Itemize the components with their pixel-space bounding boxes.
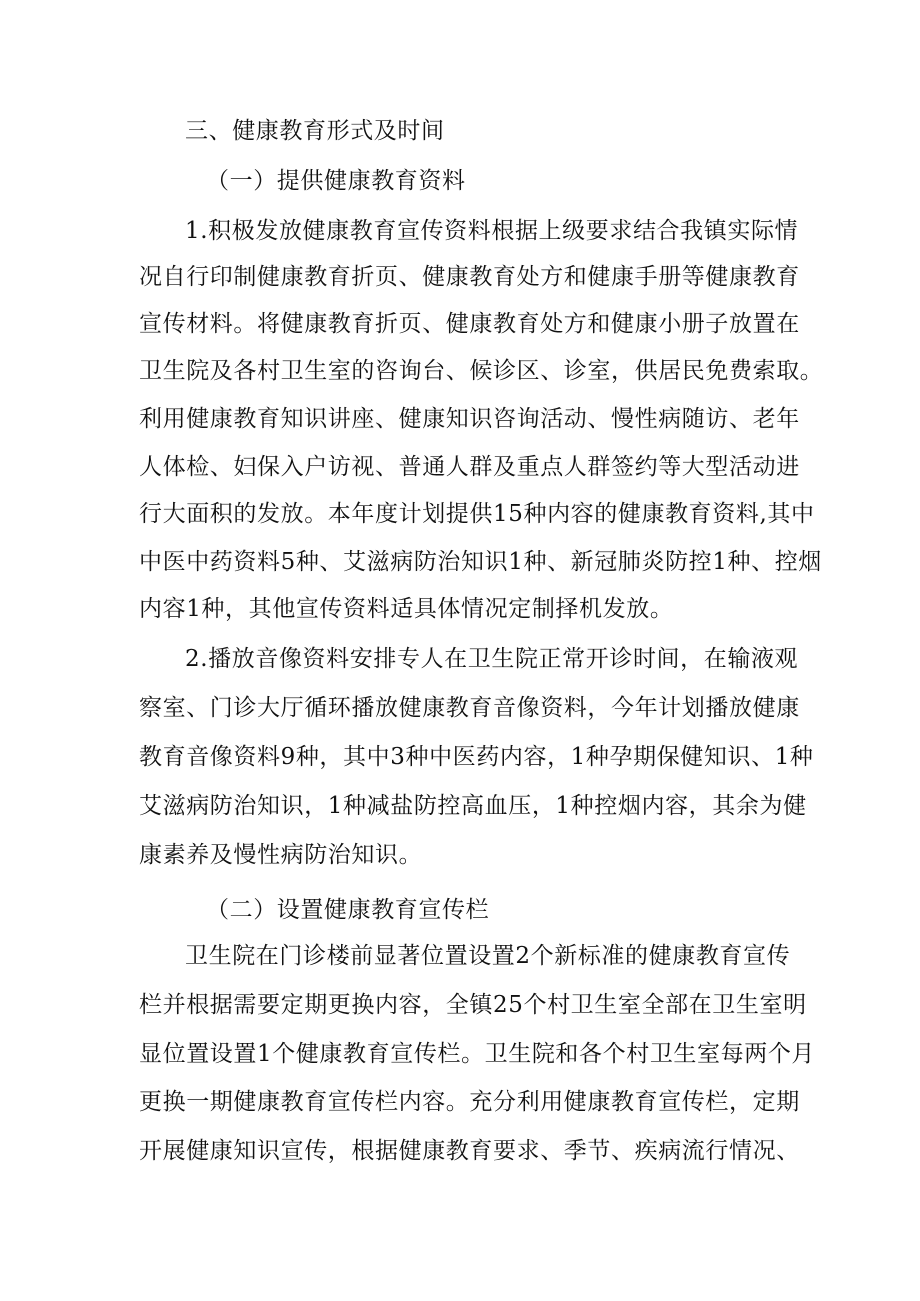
paragraph-2-line-5: 康素养及慢性病防治知识。 (139, 842, 423, 868)
subsection-heading-1: （一）提供健康教育资料 (206, 168, 466, 194)
paragraph-2-line-4: 艾滋病防治知识，1种减盐防控高血压，1种控烟内容，其余为健 (139, 793, 807, 819)
subsection-heading-2: （二）设置健康教育宣传栏 (206, 897, 490, 923)
paragraph-3-line-4: 更换一期健康教育宣传栏内容。充分利用健康教育宣传栏，定期 (139, 1089, 800, 1115)
paragraph-2-line-2: 察室、门诊大厅循环播放健康教育音像资料，今年计划播放健康 (139, 695, 800, 721)
section-heading: 三、健康教育形式及时间 (185, 118, 445, 144)
paragraph-1-line-3: 宣传材料。将健康教育折页、健康教育处方和健康小册子放置在 (139, 311, 800, 337)
paragraph-1-line-2: 况自行印制健康教育折页、健康教育处方和健康手册等健康教育 (139, 264, 800, 290)
paragraph-1-line-5: 利用健康教育知识讲座、健康知识咨询活动、慢性病随访、老年 (139, 406, 800, 432)
paragraph-1-line-1: 1.积极发放健康教育宣传资料根据上级要求结合我镇实际情 (185, 218, 799, 244)
paragraph-1-line-4: 卫生院及各村卫生室的咨询台、候诊区、诊室，供居民免费索取。 (139, 358, 824, 384)
paragraph-1-line-7: 行大面积的发放。本年度计划提供15种内容的健康教育资料,其中 (139, 501, 815, 527)
paragraph-3-line-5: 开展健康知识宣传，根据健康教育要求、季节、疾病流行情况、 (139, 1138, 800, 1164)
paragraph-1-line-8: 中医中药资料5种、艾滋病防治知识1种、新冠肺炎防控1种、控烟 (139, 549, 822, 575)
paragraph-3-line-2: 栏并根据需要定期更换内容，全镇25个村卫生室全部在卫生室明 (139, 992, 807, 1018)
paragraph-1-line-9: 内容1种，其他宣传资料适具体情况定制择机发放。 (139, 596, 674, 622)
paragraph-2-line-3: 教育音像资料9种，其中3种中医药内容，1种孕期保健知识、1种 (139, 744, 814, 770)
paragraph-3-line-3: 显位置设置1个健康教育宣传栏。卫生院和各个村卫生室每两个月 (139, 1041, 816, 1067)
paragraph-1-line-6: 人体检、妇保入户访视、普通人群及重点人群签约等大型活动进 (139, 454, 800, 480)
paragraph-3-line-1: 卫生院在门诊楼前显著位置设置2个新标准的健康教育宣传 (185, 943, 791, 969)
paragraph-2-line-1: 2.播放音像资料安排专人在卫生院正常开诊时间，在输液观 (185, 646, 799, 672)
